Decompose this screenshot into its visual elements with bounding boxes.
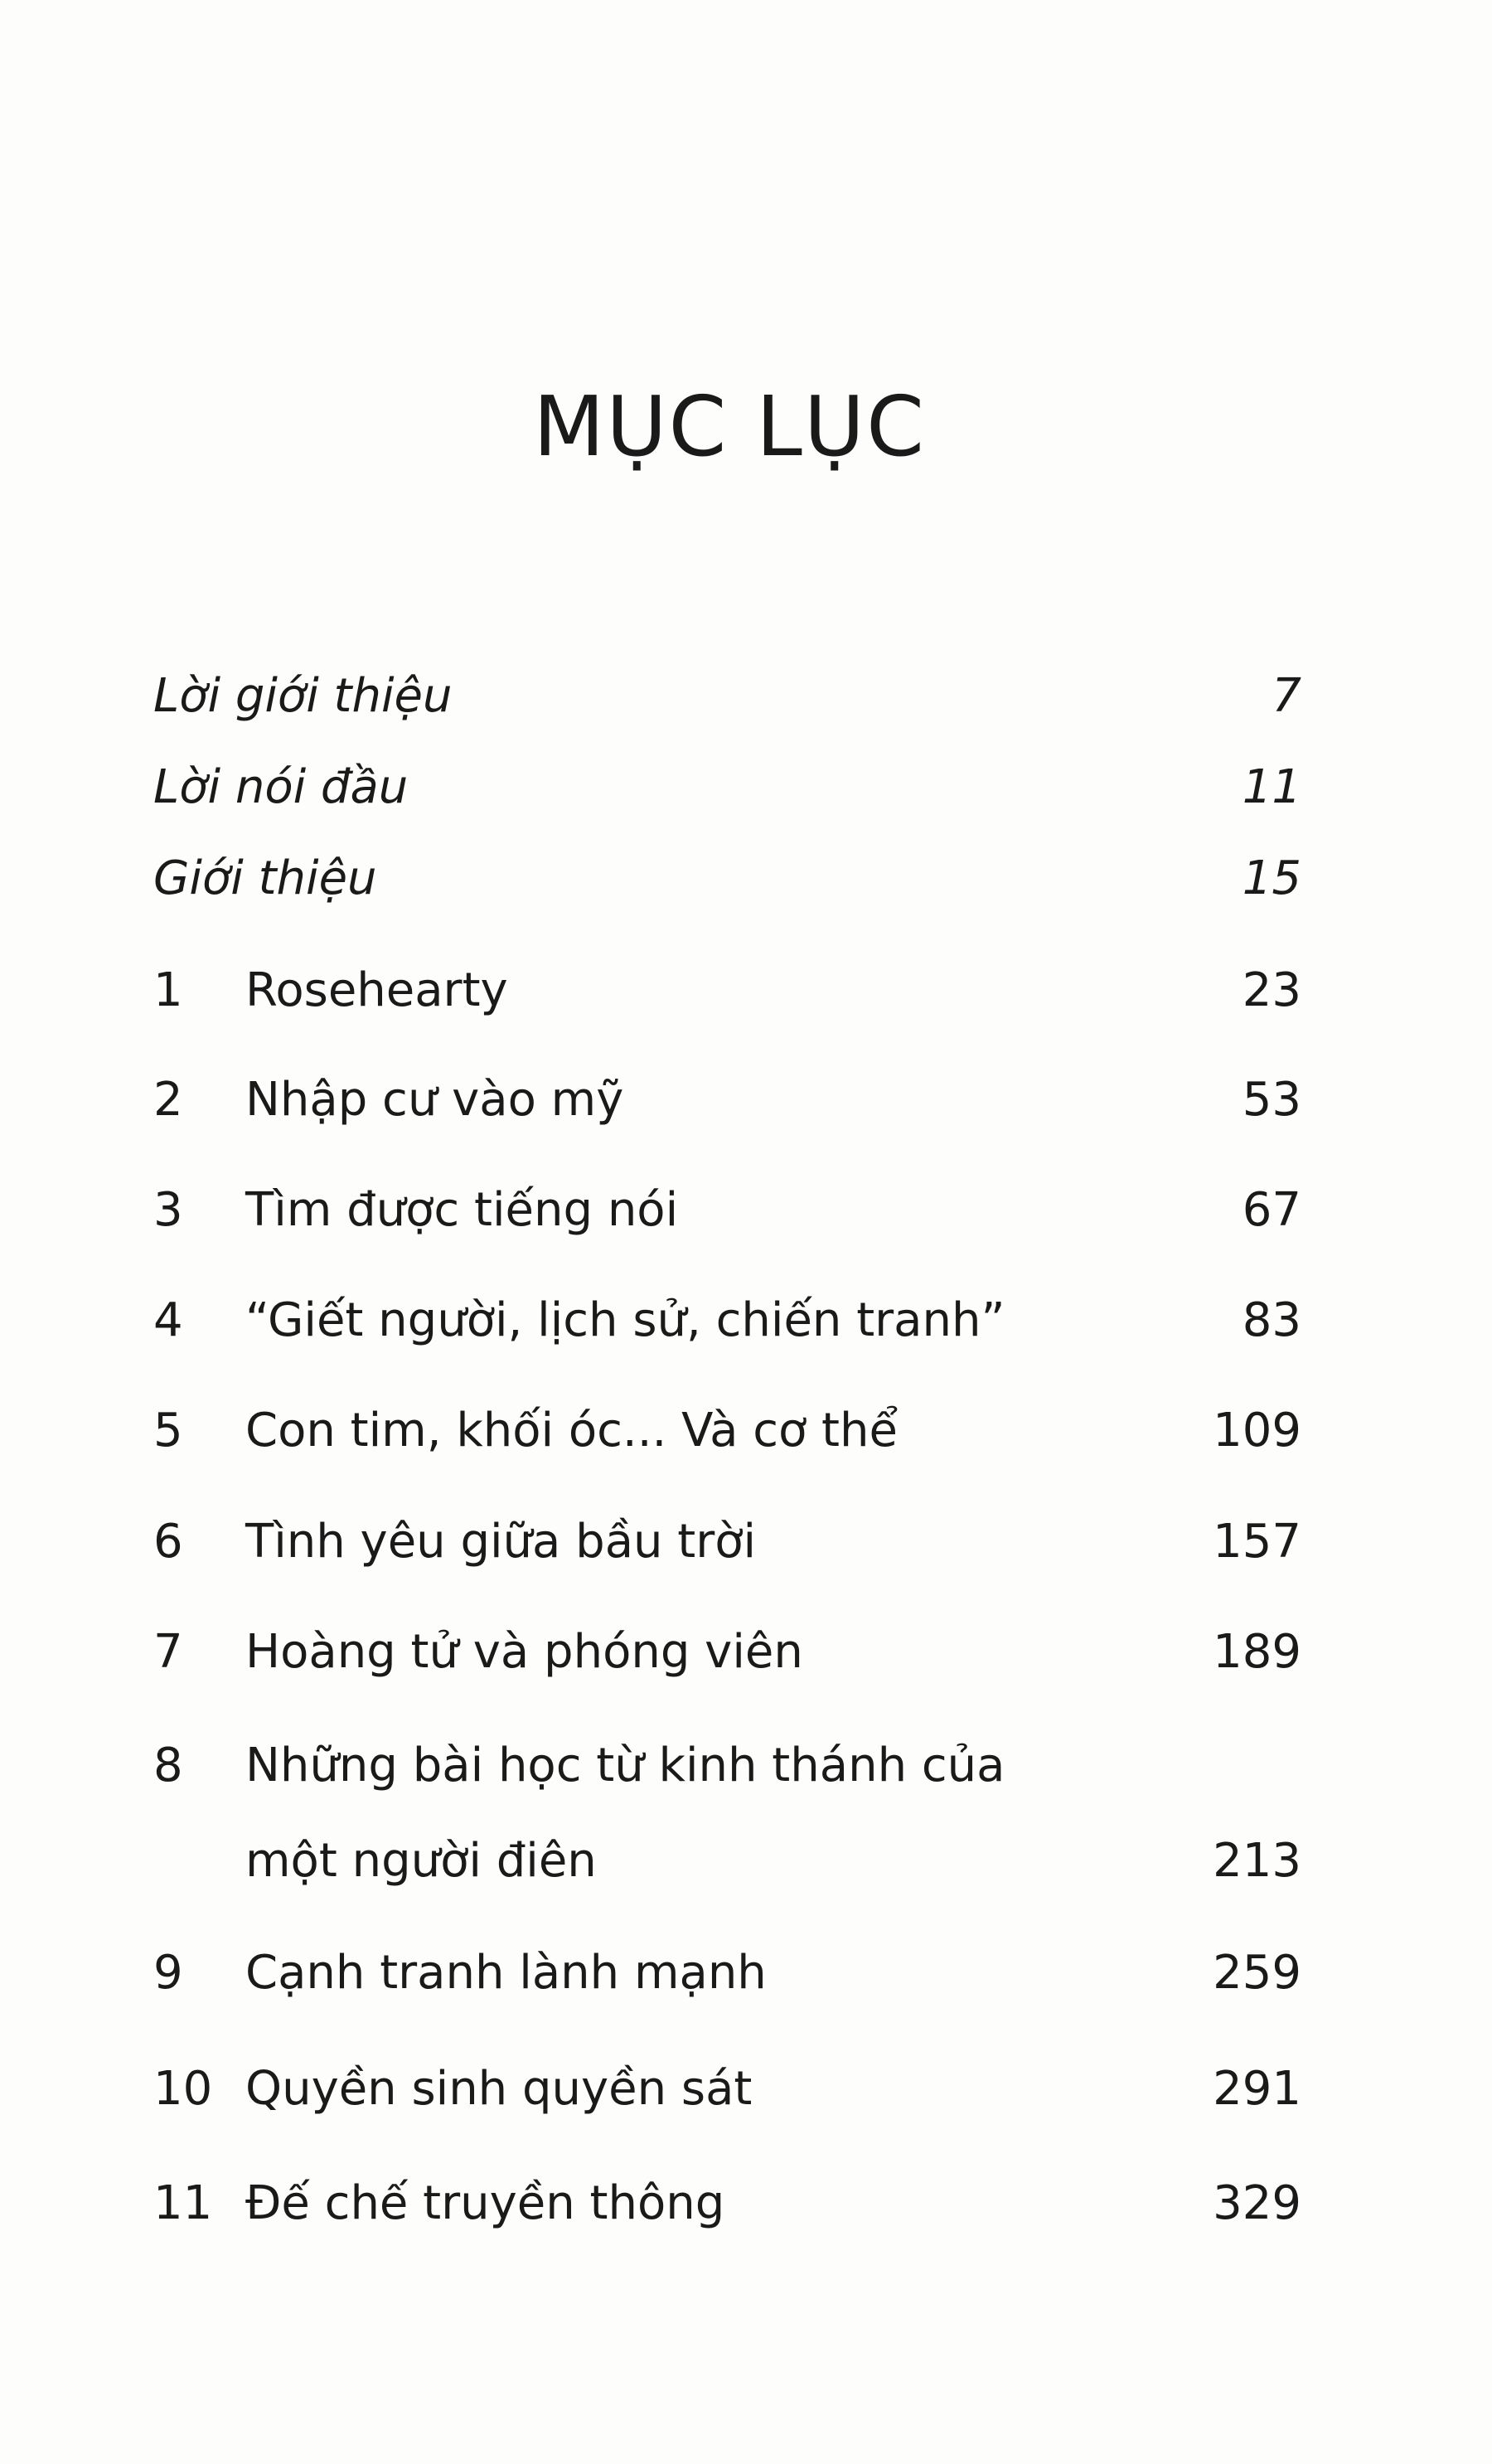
chapter-number: 3 (153, 1183, 183, 1237)
chapter-title: Quyền sinh quyền sát (245, 2062, 753, 2116)
chapter-page: 291 (1213, 2062, 1301, 2116)
toc-entry-chapter-2 (0, 1067, 1492, 1133)
toc-entry-front-1 (0, 663, 1492, 730)
chapter-number: 11 (153, 2176, 213, 2230)
chapter-number: 10 (153, 2062, 213, 2116)
toc-entry-label: Lời nói đầu (153, 760, 409, 814)
toc-entry-page: 7 (1272, 669, 1301, 723)
toc-entry-front-2 (0, 754, 1492, 821)
toc-entry-chapter-8 (0, 1733, 1492, 1799)
chapter-page: 329 (1213, 2176, 1301, 2230)
toc-entry-label: Giới thiệu (153, 851, 377, 905)
toc-entry-label: Lời giới thiệu (153, 669, 453, 723)
chapter-number: 1 (153, 963, 183, 1017)
chapter-page: 67 (1242, 1183, 1301, 1237)
chapter-title: Nhập cư vào mỹ (245, 1073, 624, 1127)
toc-entry-chapter-8-continued (0, 1828, 1492, 1894)
toc-entry-chapter-11 (0, 2171, 1492, 2237)
toc-entry-chapter-3 (0, 1177, 1492, 1244)
chapter-number: 7 (153, 1625, 183, 1679)
chapter-title: Tình yêu giữa bầu trời (245, 1515, 757, 1569)
chapter-number: 6 (153, 1515, 183, 1569)
chapter-title: Đế chế truyền thông (245, 2176, 725, 2230)
chapter-page: 23 (1242, 963, 1301, 1017)
toc-entry-front-3 (0, 846, 1492, 912)
toc-entry-chapter-6 (0, 1509, 1492, 1575)
chapter-number: 8 (153, 1739, 183, 1792)
chapter-page: 157 (1213, 1515, 1301, 1569)
chapter-title-continued: một người điên (245, 1834, 597, 1888)
page-title: MỤC LỤC (533, 378, 926, 475)
chapter-title: Tìm được tiếng nói (245, 1183, 679, 1237)
chapter-page: 259 (1213, 1946, 1301, 2000)
chapter-title: Rosehearty (245, 963, 508, 1017)
chapter-number: 9 (153, 1946, 183, 2000)
chapter-title: Hoàng tử và phóng viên (245, 1625, 803, 1679)
toc-entry-chapter-1 (0, 958, 1492, 1024)
toc-entry-chapter-9 (0, 1940, 1492, 2006)
toc-entry-page: 11 (1242, 760, 1301, 814)
toc-entry-page: 15 (1242, 851, 1301, 905)
toc-entry-chapter-4 (0, 1288, 1492, 1354)
toc-entry-chapter-5 (0, 1398, 1492, 1464)
chapter-number: 4 (153, 1293, 183, 1347)
chapter-page: 53 (1242, 1073, 1301, 1127)
chapter-page: 189 (1213, 1625, 1301, 1679)
chapter-page: 109 (1213, 1404, 1301, 1458)
chapter-title: Những bài học từ kinh thánh của (245, 1739, 1005, 1792)
toc-entry-chapter-10 (0, 2056, 1492, 2122)
toc-entry-chapter-7 (0, 1619, 1492, 1686)
chapter-number: 5 (153, 1404, 183, 1458)
chapter-title: Cạnh tranh lành mạnh (245, 1946, 767, 2000)
chapter-page: 83 (1242, 1293, 1301, 1347)
chapter-number: 2 (153, 1073, 183, 1127)
chapter-title: Con tim, khối óc... Và cơ thể (245, 1404, 898, 1458)
chapter-title: “Giết người, lịch sử, chiến tranh” (245, 1293, 1005, 1347)
chapter-page: 213 (1213, 1834, 1301, 1888)
